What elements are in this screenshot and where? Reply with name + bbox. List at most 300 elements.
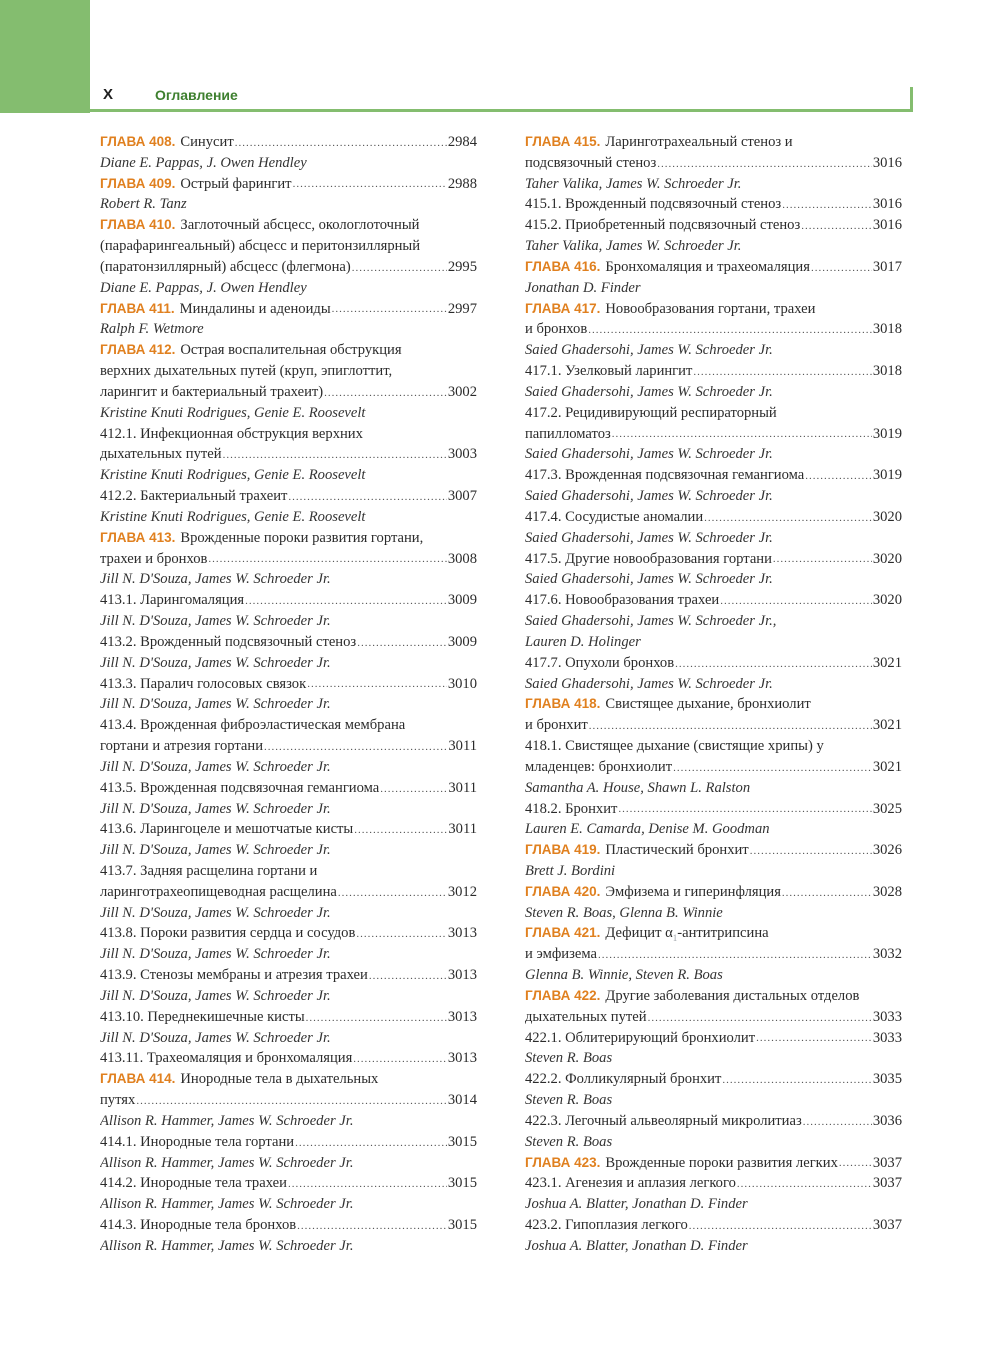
page-number-ref: 3020 [872,508,902,525]
toc-entry-line[interactable] [100,923,477,944]
dot-leader [352,257,447,278]
page-number-ref: 3017 [872,258,902,275]
toc-entry-line[interactable] [100,715,477,736]
toc-author-line [525,174,902,195]
toc-entry-line[interactable] [525,799,902,820]
page-number-ref: 3012 [447,883,477,900]
toc-author: Samantha A. House, Shawn L. Ralston [525,779,751,796]
page-number-ref: 3019 [872,467,902,484]
toc-entry-label [100,1173,287,1194]
toc-author: Allison R. Hammer, James W. Schroeder Jr. [100,1196,354,1213]
toc-author: Saied Ghadersohi, James W. Schroeder Jr. [525,571,773,588]
entry-title: 413.1. Ларингомаляция [100,592,245,609]
toc-entry-label [525,153,656,174]
toc-entry-label [100,590,244,611]
entry-title: папилломатоз [525,425,611,442]
toc-entry-label [100,923,355,944]
toc-author: Taher Valika, James W. Schroeder Jr. [525,238,742,255]
toc-author-line [100,319,477,340]
toc-author: Joshua A. Blatter, Jonathan D. Finder [525,1237,748,1254]
dot-leader [306,1007,447,1028]
toc-author-line [100,653,477,674]
chapter-number: ГЛАВА 417. [525,300,601,316]
page-number-ref: 3033 [872,1008,902,1025]
toc-entry-line[interactable] [100,965,477,986]
dot-leader [720,590,872,611]
entry-title: 417.1. Узелковый ларингит [525,363,693,380]
toc-entry-line[interactable] [525,694,902,715]
toc-entry-line[interactable] [100,132,477,153]
toc-entry-line[interactable] [100,861,477,882]
toc-entry-line[interactable] [100,1048,477,1069]
entry-title: 413.8. Пороки развития сердца и сосудов [100,925,356,942]
entry-title: гортани и атрезия гортани [100,738,264,755]
toc-author: Lauren D. Holinger [525,633,641,650]
entry-title: Врожденные пороки развития гортани, [180,529,424,546]
toc-entry-label [525,923,769,944]
toc-entry-line[interactable] [100,424,477,445]
page-number-ref: 3020 [872,592,902,609]
toc-entry-line[interactable] [525,465,902,486]
toc-entry-line[interactable] [100,1069,477,1090]
dot-leader [673,757,872,778]
page-number-ref: 3032 [872,946,902,963]
page-number-ref: 3010 [447,675,477,692]
chapter-number: ГЛАВА 418. [525,696,601,712]
toc-author-line [525,632,902,653]
header-rule [90,109,913,112]
page-number-ref: 2984 [447,134,477,150]
dot-leader [803,1111,872,1132]
toc-entry-label [100,257,351,278]
toc-entry-label [100,424,363,445]
toc-entry-label [525,194,781,215]
page-number-ref: 3015 [447,1175,477,1192]
toc-entry-line[interactable] [525,403,902,424]
dot-leader [332,299,447,320]
toc-author-line [100,903,477,924]
toc-entry-label [100,715,405,736]
toc-entry-label [525,1153,838,1174]
toc-entry-line[interactable] [525,923,902,944]
toc-entry-line[interactable] [100,1090,477,1111]
page-number-ref: 3009 [447,633,477,650]
chapter-number: ГЛАВА 419. [525,842,601,858]
toc-entry-line[interactable] [100,340,477,361]
entry-title: 414.3. Инородные тела бронхов [100,1217,297,1234]
dot-leader [297,1215,447,1236]
toc-entry-label [100,361,392,382]
toc-author: Jill N. D'Souza, James W. Schroeder Jr. [100,571,331,588]
toc-entry-line[interactable] [100,632,477,653]
dot-leader [208,549,446,570]
toc-entry-label [525,882,781,903]
toc-entry-line[interactable] [525,1173,902,1194]
toc-entry-label [100,632,356,653]
toc-entry-label [525,361,692,382]
toc-entry-label [100,299,331,320]
chapter-number: ГЛАВА 421. [525,925,601,941]
entry-title: и бронхов [525,321,588,338]
toc-entry-line[interactable] [525,1069,902,1090]
toc-entry-label [525,1007,647,1028]
toc-entry-line[interactable] [525,1215,902,1236]
toc-entry-line[interactable] [100,257,477,278]
toc-author: Allison R. Hammer, James W. Schroeder Jr. [100,1112,354,1129]
toc-entry-line[interactable] [525,840,902,861]
toc-entry-line[interactable] [100,174,477,195]
toc-entry-line[interactable] [100,1173,477,1194]
page-number-ref: 3033 [872,1029,902,1046]
dot-leader [598,944,872,965]
entry-title: и бронхит [525,717,588,734]
dot-leader [773,549,872,570]
page-number-ref: 3009 [447,592,477,609]
toc-entry-line[interactable] [100,382,477,403]
toc-entry-line[interactable] [100,819,477,840]
page-number-ref: 3021 [872,717,902,734]
page-number-ref: 3013 [447,1008,477,1025]
toc-entry-label [525,424,611,445]
toc-entry-label [100,340,402,361]
toc-entry-label [525,132,793,153]
chapter-number: ГЛАВА 414. [100,1071,176,1087]
entry-title: Эмфизема и гиперинфляция [605,883,781,900]
toc-author-line [100,1153,477,1174]
page-number-ref: 3018 [872,321,902,338]
entry-title: дыхательных путей [525,1008,647,1025]
toc-entry-line[interactable] [525,299,902,320]
toc-entry-label [525,319,587,340]
toc-column-right [525,132,902,1257]
entry-title: 412.1. Инфекционная обструкция верхних [100,425,363,442]
toc-author: Saied Ghadersohi, James W. Schroeder Jr., [525,613,777,630]
dot-leader [657,153,872,174]
toc-entry-line[interactable] [525,590,902,611]
toc-entry-line[interactable] [525,882,902,903]
dot-leader [136,1090,447,1111]
toc-entry-line[interactable] [525,194,902,215]
entry-title: 413.3. Паралич голосовых связок [100,675,307,692]
toc-entry-label [525,715,588,736]
page-number-ref: 3016 [872,154,902,171]
toc-entry-line[interactable] [525,757,902,778]
dot-leader [839,1153,872,1174]
dot-leader [756,1028,872,1049]
toc-author-line [100,944,477,965]
dot-leader [801,215,872,236]
toc-entry-line[interactable] [525,507,902,528]
toc-entry-line[interactable] [100,590,477,611]
toc-entry-line[interactable] [100,444,477,465]
toc-author: Jill N. D'Souza, James W. Schroeder Jr. [100,758,331,775]
entry-title: Пластический бронхит [605,842,749,859]
toc-author-line [100,278,477,299]
entry-title: 414.2. Инородные тела трахеи [100,1175,287,1192]
toc-entry-line[interactable] [525,424,902,445]
toc-entry-line[interactable] [100,486,477,507]
toc-entry-line[interactable] [525,1007,902,1028]
toc-author-line [100,153,477,174]
dot-leader [357,632,447,653]
chapter-number: ГЛАВА 423. [525,1154,601,1170]
toc-entry-line[interactable] [525,1028,902,1049]
toc-author: Jill N. D'Souza, James W. Schroeder Jr. [100,1029,331,1046]
toc-entry-line[interactable] [100,236,477,257]
entry-title: 417.7. Опухоли бронхов [525,654,675,671]
toc-entry-label [525,403,777,424]
entry-title: Миндалины и аденоиды [179,300,331,317]
toc-author: Steven R. Boas [525,1133,613,1150]
entry-title-part: Дефицит α [605,925,673,942]
entry-title: младенцев: бронхиолит [525,758,673,775]
dot-leader [354,819,447,840]
toc-entry-line[interactable] [525,361,902,382]
toc-author-line [525,903,902,924]
toc-author-line [100,569,477,590]
dot-leader [689,1215,872,1236]
toc-entry-label [525,590,719,611]
toc-entry-label [525,1069,721,1090]
dot-leader [353,1048,447,1069]
entry-title: и эмфизема [525,946,597,963]
entry-title: 413.5. Врожденная подсвязочная гемангиома [100,779,380,796]
toc-author-line [100,465,477,486]
toc-entry-label [525,799,617,820]
entry-title: 422.1. Облитерирующий бронхиолит [525,1029,756,1046]
toc-author-line [100,694,477,715]
entry-title: 415.2. Приобретенный подсвязочный стеноз [525,217,801,234]
toc-entry-line[interactable] [100,215,477,236]
page-number-ref: 3002 [447,383,477,400]
entry-title: ларингит и бактериальный трахеит) [100,383,324,400]
dot-leader [588,319,872,340]
chapter-number: ГЛАВА 410. [100,217,176,233]
dot-leader [295,1132,447,1153]
entry-title: 423.2. Гипоплазия легкого [525,1217,688,1234]
toc-entry-label [525,215,800,236]
dot-leader [618,799,871,820]
toc-entry-line[interactable] [100,736,477,757]
entry-title: 422.3. Легочный альвеолярный микролитиаз [525,1112,802,1129]
toc-author: Jill N. D'Souza, James W. Schroeder Jr. [100,654,331,671]
toc-entry-label [525,736,824,757]
page-title: Оглавление [155,87,238,103]
toc-author-line [100,403,477,424]
entry-title: 423.1. Агенезия и аплазия легкого [525,1175,736,1192]
toc-entry-line[interactable] [100,778,477,799]
toc-author: Saied Ghadersohi, James W. Schroeder Jr. [525,675,773,692]
page-number-ref: 3015 [447,1133,477,1150]
entry-title: Синусит [180,134,234,150]
page-number-ref: 3028 [872,883,902,900]
entry-title: 413.2. Врожденный подсвязочный стеноз [100,633,357,650]
toc-entry-label [525,694,811,715]
toc-entry-label [100,736,263,757]
entry-title: 417.6. Новообразования трахеи [525,592,720,609]
toc-author: Saied Ghadersohi, James W. Schroeder Jr. [525,488,773,505]
toc-entry-label [525,757,672,778]
toc-author-line [525,382,902,403]
toc-author: Steven R. Boas [525,1050,613,1067]
page-number-ref: 3013 [447,1050,477,1067]
toc-entry-line[interactable] [525,549,902,570]
page-number-ref: 3026 [872,842,902,859]
page-number-ref: 3025 [872,800,902,817]
toc-entry-label [100,1069,378,1090]
page-number-ref: 3019 [872,425,902,442]
toc-author-line [525,1132,902,1153]
page-number-ref: 3003 [447,446,477,463]
toc-entry-label [100,1090,135,1111]
dot-leader [356,923,446,944]
entry-title: (парафарингеальный) абсцесс и перитонзиллярный [100,238,421,255]
toc-author-line [525,340,902,361]
page-number-ref: 3014 [447,1092,477,1109]
toc-entry-line[interactable] [525,986,902,1007]
dot-leader [704,507,872,528]
page-number-ref: 3008 [447,550,477,567]
toc-author-line [525,236,902,257]
dot-leader [264,736,447,757]
toc-author: Saied Ghadersohi, James W. Schroeder Jr. [525,383,773,400]
toc-entry-label [100,882,337,903]
toc-entry-line[interactable] [525,257,902,278]
chapter-number: ГЛАВА 416. [525,258,601,274]
corner-accent-bar [0,0,90,113]
entry-title: трахеи и бронхов [100,550,208,567]
entry-title: ларинготрахеопищеводная расщелина [100,883,337,900]
toc-entry-line[interactable] [525,715,902,736]
toc-entry-line[interactable] [100,299,477,320]
entry-title: Новообразования гортани, трахеи [605,300,816,317]
toc-entry-label [525,257,810,278]
toc-author: Diane E. Pappas, J. Owen Hendley [100,154,307,171]
toc-entry-line[interactable] [525,1153,902,1174]
entry-title: 417.5. Другие новообразования гортани [525,550,772,567]
dot-leader [293,174,447,195]
toc-author-line [525,528,902,549]
chapter-number: ГЛАВА 415. [525,134,601,149]
page-number-ref: 3016 [872,217,902,234]
toc-entry-line[interactable] [525,132,902,153]
dot-leader [369,965,447,986]
toc-entry-line[interactable] [100,528,477,549]
toc-author: Lauren E. Camarda, Denise M. Goodman [525,821,770,838]
page-number-ref: 3015 [447,1217,477,1234]
entry-title: Другие заболевания дистальных отделов [605,987,860,1004]
toc-author: Jill N. D'Souza, James W. Schroeder Jr. [100,842,331,859]
dot-leader [223,444,447,465]
page-number-ref: 3037 [872,1175,902,1192]
toc-author-line [100,1236,477,1257]
toc-entry-label [100,1048,352,1069]
toc-author: Allison R. Hammer, James W. Schroeder Jr. [100,1237,354,1254]
dot-leader [675,653,872,674]
toc-entry-line[interactable] [100,1007,477,1028]
entry-title: Ларинготрахеальный стеноз и [605,134,793,150]
page-number-ref: 3013 [447,967,477,984]
entry-title: 415.1. Врожденный подсвязочный стеноз [525,196,782,213]
toc-author: Jill N. D'Souza, James W. Schroeder Jr. [100,904,331,921]
dot-leader [380,778,447,799]
page-number-ref: 3036 [872,1112,902,1129]
toc-entry-line[interactable] [100,1132,477,1153]
entry-title: (паратонзиллярный) абсцесс (флегмона) [100,258,351,275]
toc-entry-line[interactable] [525,319,902,340]
toc-entry-label [100,1132,294,1153]
toc-entry-label [100,236,420,257]
dot-leader [612,424,872,445]
toc-entry-line[interactable] [100,549,477,570]
toc-entry-line[interactable] [525,153,902,174]
page-number-ref: 3007 [447,488,477,505]
chapter-number: ГЛАВА 409. [100,175,176,191]
toc-author: Saied Ghadersohi, James W. Schroeder Jr. [525,342,773,359]
toc-entry-line[interactable] [525,1111,902,1132]
toc-author-line [100,1028,477,1049]
toc-entry-line[interactable] [100,674,477,695]
toc-author: Taher Valika, James W. Schroeder Jr. [525,175,742,192]
toc-author: Joshua A. Blatter, Jonathan D. Finder [525,1196,748,1213]
entry-title: 418.1. Свистящее дыхание (свистящие хрипы) у [525,738,824,755]
toc-entry-label [100,486,287,507]
toc-entry-label [525,1173,736,1194]
toc-entry-label [100,778,379,799]
toc-entry-line[interactable] [525,653,902,674]
toc-entry-line[interactable] [525,944,902,965]
toc-entry-label [525,1028,755,1049]
toc-entry-line[interactable] [100,361,477,382]
page-number: X [103,86,114,103]
entry-title: 413.11. Трахеомаляция и бронхомаляция [100,1050,353,1067]
toc-author-line [100,986,477,1007]
toc-author-line [525,1194,902,1215]
toc-author-line [100,840,477,861]
dot-leader [811,257,872,278]
toc-author: Saied Ghadersohi, James W. Schroeder Jr. [525,446,773,463]
toc-author: Jonathan D. Finder [525,279,641,296]
entry-title: 414.1. Инородные тела гортани [100,1133,295,1150]
entry-title: 417.4. Сосудистые аномалии [525,508,704,525]
toc-entry-label [100,1215,296,1236]
toc-author: Jill N. D'Souza, James W. Schroeder Jr. [100,946,331,963]
toc-entry-line[interactable] [100,1215,477,1236]
toc-entry-label [100,382,323,403]
page-number-ref: 3013 [447,925,477,942]
toc-entry-line[interactable] [525,736,902,757]
page-number-ref: 3037 [872,1217,902,1234]
toc-author: Kristine Knuti Rodrigues, Genie E. Roosevelt [100,508,366,525]
toc-entry-label [525,507,703,528]
toc-entry-label [100,819,353,840]
dot-leader [722,1069,871,1090]
dot-leader [750,840,872,861]
entry-title: 413.6. Ларингоцеле и мешотчатые кисты [100,821,354,838]
toc-author: Jill N. D'Souza, James W. Schroeder Jr. [100,696,331,713]
page-number-ref: 3021 [872,758,902,775]
toc-author-line [525,611,902,632]
toc-entry-line[interactable] [525,215,902,236]
entry-title: дыхательных путей [100,446,222,463]
page-number-ref: 2997 [447,300,477,317]
entry-title: Заглоточный абсцесс, окологлоточный [180,217,420,234]
toc-entry-label [100,132,234,153]
toc-author-line [525,486,902,507]
toc-entry-line[interactable] [100,882,477,903]
dot-leader [307,674,447,695]
toc-column-left [100,132,477,1257]
